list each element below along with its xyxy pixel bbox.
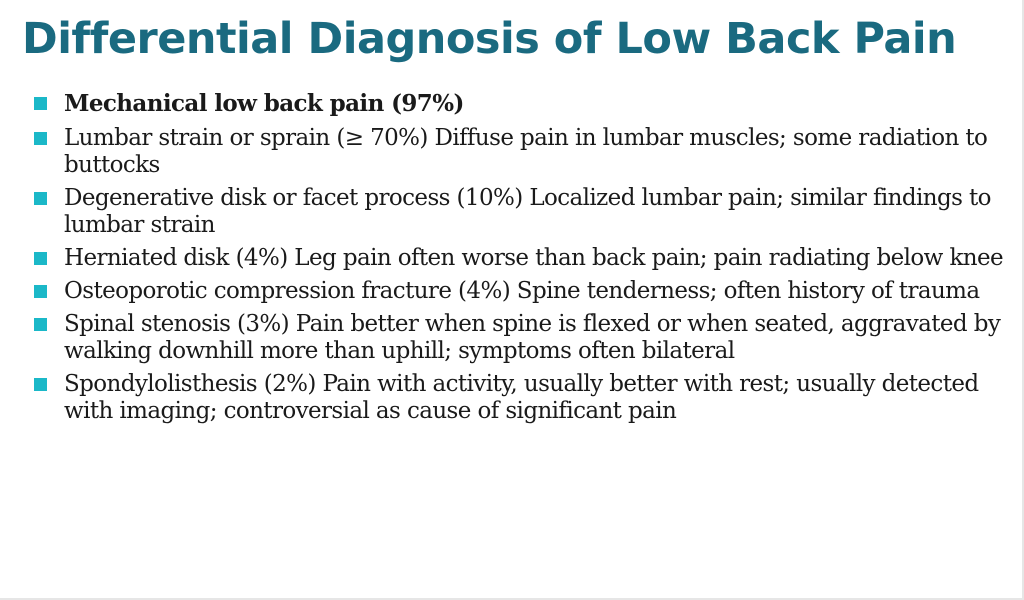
bullet-list <box>32 90 1007 431</box>
bullet-item <box>32 90 1007 117</box>
square-bullet-icon <box>34 285 47 298</box>
bullet-item <box>32 125 1007 179</box>
slide-title: Differential Diagnosis of Low Back Pain <box>22 14 957 64</box>
square-bullet-icon <box>34 318 47 331</box>
bullet-text: Osteoporotic compression fracture (4%) Spine tenderness; often history of trauma <box>64 278 980 304</box>
bullet-text: Lumbar strain or sprain (≥ 70%) Diffuse pain in lumbar muscles; some radiation to buttocks <box>64 125 988 178</box>
square-bullet-icon <box>34 192 47 205</box>
bullet-text: Herniated disk (4%) Leg pain often worse than back pain; pain radiating below knee <box>64 245 1004 271</box>
bullet-item <box>32 245 1007 272</box>
bullet-item <box>32 371 1007 425</box>
square-bullet-icon <box>34 132 47 145</box>
bullet-item <box>32 185 1007 239</box>
bullet-text: Mechanical low back pain (97%) <box>64 90 464 117</box>
bullet-item <box>32 311 1007 365</box>
bullet-text: Degenerative disk or facet process (10%) Localized lumbar pain; similar findings to lumbar strain <box>64 185 991 238</box>
bullet-text: Spondylolisthesis (2%) Pain with activity, usually better with rest; usually detected with imaging; controversial as cause of significant pain <box>64 371 979 424</box>
square-bullet-icon <box>34 97 47 110</box>
square-bullet-icon <box>34 252 47 265</box>
bullet-item <box>32 278 1007 305</box>
bullet-text: Spinal stenosis (3%) Pain better when spine is flexed or when seated, aggravated by walking downhill more than uphill; symptoms often bilateral <box>64 311 1001 364</box>
square-bullet-icon <box>34 378 47 391</box>
